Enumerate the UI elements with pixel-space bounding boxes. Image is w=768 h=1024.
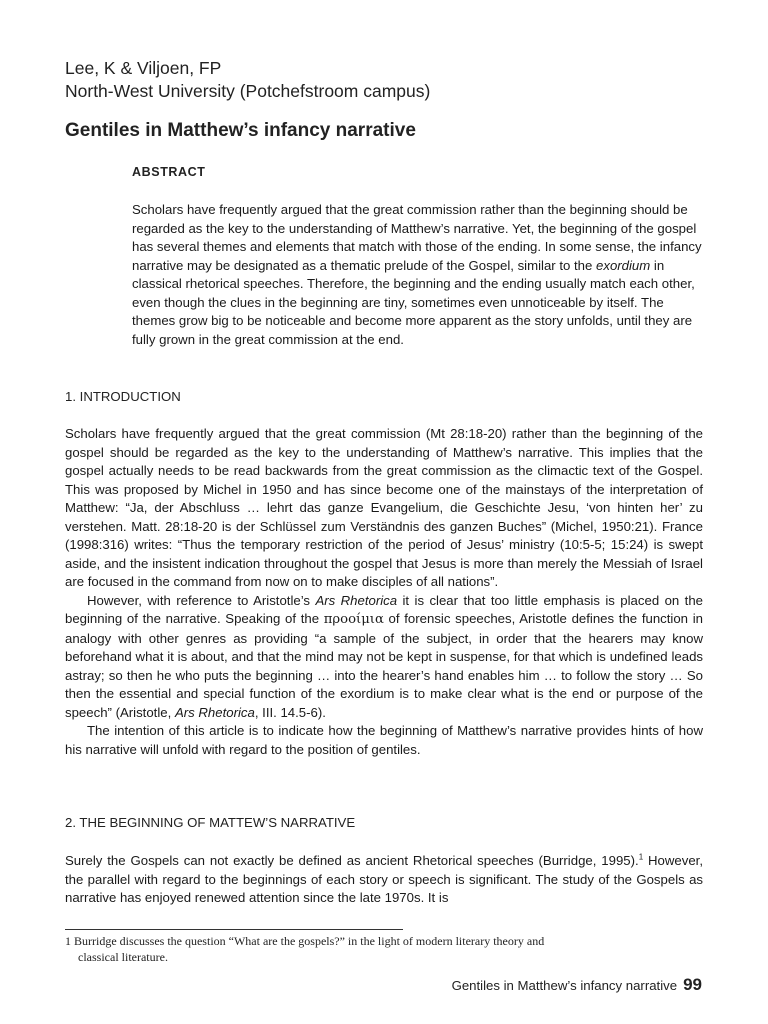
text-run: However, with reference to Aristotle’s [87,592,316,608]
footnote-line: 1 Burridge discusses the question “What are the gospels?” in the light of modern literary theory and [65,934,545,948]
footnote-line: classical literature. [78,950,168,964]
text-run: of forensic speeches, Aristotle defines the function in analogy with other genres as providing “a sample of the subject, in order that the hearers may know beforehand what it is about, and that the mind may not be kept in suspense, for that which is undefined leads astray; so then he who puts the beginning … into the hearer’s hand enables him … to follow the story … So then the essential and special function of the exordium is to make clear what is the end or purpose of the speech” (Aristotle, [65,611,703,720]
text-run: Surely the Gospels can not exactly be defined as ancient Rhetorical speeches (Burridge, 1995). [65,853,639,868]
paragraph: Scholars have frequently argued that the great commission (Mt 28:18-20) rather than the beginning of the gospel should be regarded as the key to the understanding of Matthew’s narrative. This implies that the gospel actually needs to be read backwards from the great commission as the climactic text of the Gospel. This was proposed by Michel in 1950 and has since become one of the mainstays of the interpretation of Matthew: “Ja, der Abschluss … lehrt das ganze Evangelium, die Geschichte Jesu, ‘von hinten her’ zu verstehen. Matt. 28:18-20 is der Schlüssel zum Verständnis des ganzen Buches” (Michel, 1950:21). France (1998:316) writes: “Thus the temporary restriction of the period of Jesus’ ministry (10:5-5; 15:24) is swept aside, and the insistent indication throughout the gospel that Jesus is more than merely the Messiah of Israel are focused in the command from now on to make disciples of all nations”. [65,426,703,589]
abstract-text-part: Scholars have frequently argued that the great commission rather than the beginning should be regarded as the key to the understanding of Matthew’s narrative. Yet, the beginning of the gospel has several themes and elements that match with those of the ending. In some sense, the infancy narrative may be designated as a thematic prelude of the Gospel, similar to the [132,202,702,273]
paragraph [65,852,703,908]
section2-body [65,852,703,908]
running-title: Gentiles in Matthew’s infancy narrative [451,978,678,993]
text-run: However, the parallel with regard to the beginnings of each story or speech is significant. The study of the Gospels as narrative has enjoyed renewed attention since the late 1970s. It is [65,853,703,905]
book-title: Ars Rhetorica [174,704,255,720]
authors: Lee, K & Viljoen, FP [65,58,222,78]
abstract-text-part: in classical rhetorical speeches. Therefore, the beginning and the ending usually match each other, even though the clues in the beginning are tiny, sometimes even unnoticeable by itself. The themes grow big to be noticeable and become more apparent as the story unfolds, until they are fully grown in the great commission at the end. [132,257,695,347]
text-run: it is clear that too little emphasis is placed on the beginning of the narrative. Speaking of the [65,592,703,626]
footnote [65,933,685,965]
affiliation: North-West University (Potchefstroom campus) [65,81,431,101]
footnote-divider [65,929,403,930]
running-footer [452,975,702,995]
article-title: Gentiles in Matthew’s infancy narrative [65,120,416,141]
section-heading-introduction: 1. INTRODUCTION [65,389,181,404]
paragraph: The intention of this article is to indicate how the beginning of Matthew’s narrative provides hints of how his narrative will unfold with regard to the position of gentiles. [65,723,703,757]
abstract-heading: ABSTRACT [132,165,206,179]
introduction-body [65,425,703,759]
page-number: 99 [683,975,702,994]
footnote-marker: 1 [638,852,644,862]
greek-term: προοίμια [323,612,384,627]
section-heading-beginning: 2. THE BEGINNING OF MATTEW’S NARRATIVE [65,815,356,830]
author-block [65,57,430,103]
paragraph [65,592,703,723]
book-title: Ars Rhetorica [315,592,398,608]
text-run: , III. 14.5-6). [254,704,326,720]
abstract-text [132,201,702,349]
abstract-emphasis: exordium [596,257,651,273]
